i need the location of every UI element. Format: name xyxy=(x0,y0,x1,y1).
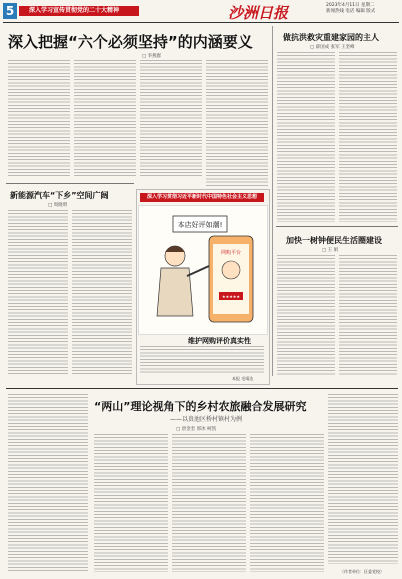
newspaper-logo: 沙洲日报 xyxy=(228,4,289,22)
feature-banner-text: 深入学习贯彻习近平新时代中国特色社会主义思想 xyxy=(146,194,257,200)
main-article-column-3 xyxy=(140,60,202,178)
column-divider xyxy=(272,26,273,376)
masthead xyxy=(0,0,402,22)
bottom-column-5 xyxy=(328,394,398,564)
right-mid-article-title: 加快一树钟便民生活圈建设 xyxy=(286,236,382,245)
sign-text: 本店好评如潮! xyxy=(177,221,223,229)
date-line-1: 2023年4月11日 星期二 xyxy=(326,3,375,8)
right-mid-column-1 xyxy=(277,255,335,375)
main-article-title: 深入把握“六个必须坚持”的内涵要义 xyxy=(8,33,253,51)
main-article-column-1 xyxy=(8,60,70,178)
right-top-column-1 xyxy=(277,52,335,222)
bottom-column-4 xyxy=(250,434,324,572)
left-article-byline: □ 周晓明 xyxy=(48,203,68,208)
bottom-left-column xyxy=(8,394,88,572)
bottom-column-2 xyxy=(94,434,168,572)
cartoon-drawing xyxy=(139,206,267,334)
main-article-column-4 xyxy=(206,60,268,188)
right-top-article-title: 做抗洪救灾重建家园的主人 xyxy=(283,33,379,42)
feature-banner xyxy=(140,193,264,202)
feature-credit: 本报 毛靖达 xyxy=(232,376,254,381)
section-banner xyxy=(19,6,139,16)
main-article-byline: □ 李燕群 xyxy=(142,54,162,59)
bottom-article-byline: □ 唐金奎 郭冰 柯凯 xyxy=(176,427,217,432)
date-line xyxy=(326,3,375,15)
left-divider xyxy=(6,183,134,184)
section-banner-text: 深入学习宣传贯彻党的二十大精神 xyxy=(29,7,120,14)
left-article-column-2 xyxy=(72,210,132,375)
date-line-2: 新闻热线 电话 编辑 版式 xyxy=(326,9,376,14)
phone-text: 网购平台 xyxy=(220,250,242,256)
left-article-title: 新能源汽车“下乡”空间广阔 xyxy=(10,191,109,200)
bottom-article-subtitle: ——以贵池区桥村镇村为例 xyxy=(170,416,243,423)
bottom-column-3 xyxy=(172,434,246,572)
left-article-column-1 xyxy=(8,210,68,375)
feature-title: 维护网购评价真实性 xyxy=(188,337,251,345)
page-number: 5 xyxy=(3,3,17,19)
header-divider xyxy=(3,22,399,23)
svg-text:★★★★★: ★★★★★ xyxy=(222,294,240,299)
right-top-article-byline: □ 薛国成 张军 王坚峰 xyxy=(310,45,355,50)
bottom-divider xyxy=(6,388,398,389)
feature-body xyxy=(140,346,264,374)
right-divider xyxy=(276,226,398,227)
main-article-column-2 xyxy=(74,60,136,178)
right-top-column-2 xyxy=(339,52,397,222)
footer-note: （作者单位：区委党校） xyxy=(340,569,384,574)
cartoon-illustration xyxy=(138,205,268,335)
right-mid-article-byline: □ 王 娟 xyxy=(322,248,339,253)
right-mid-column-2 xyxy=(339,255,397,375)
bottom-article-title: “两山”理论视角下的乡村农旅融合发展研究 xyxy=(94,400,307,413)
